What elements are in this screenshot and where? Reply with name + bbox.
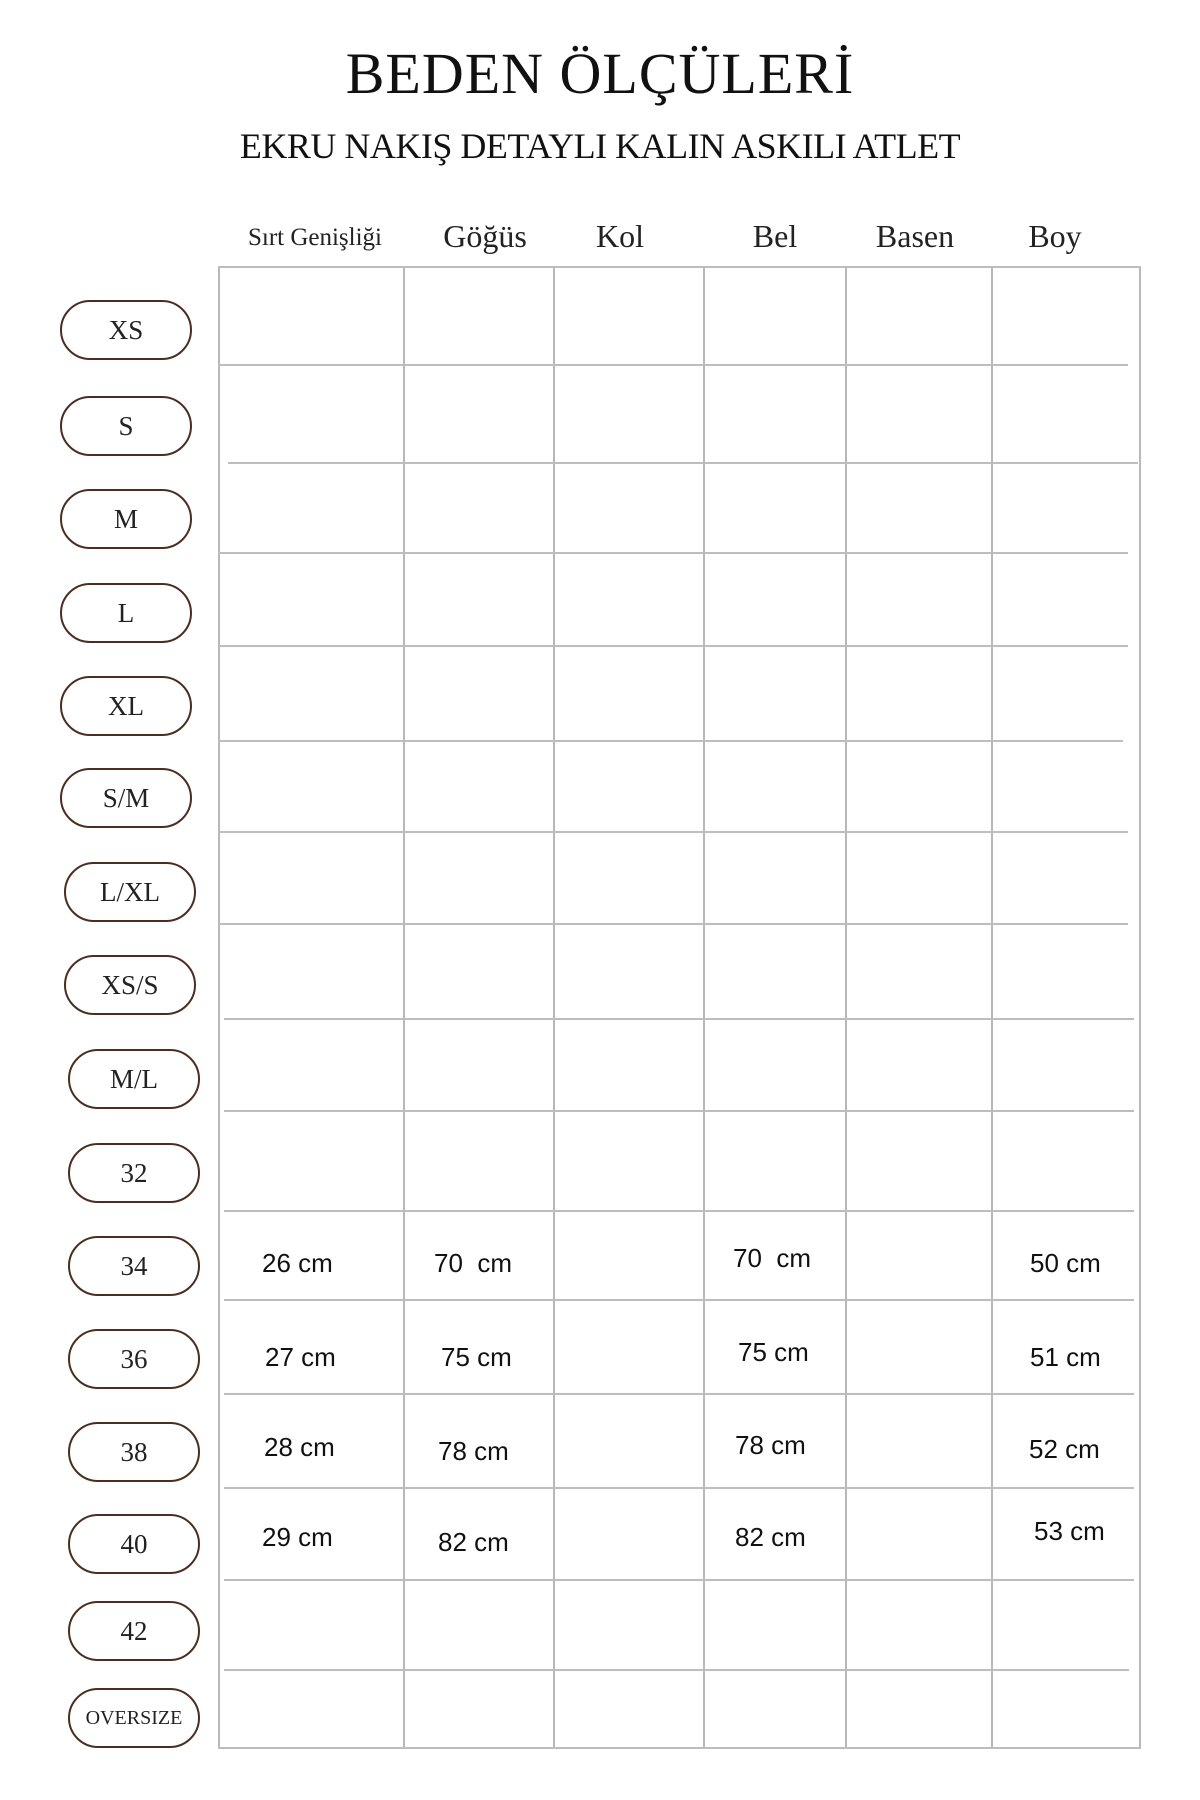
grid-hline [218,740,1123,742]
grid-vline [703,266,705,1748]
size-label-34: 34 [68,1236,200,1296]
grid-hline [218,1747,1141,1749]
size-label-32: 32 [68,1143,200,1203]
value-34-boy: 50 cm [1030,1248,1101,1278]
grid-vline [991,266,993,1748]
value-36-boy: 51 cm [1030,1342,1101,1372]
grid-hline [224,1487,1134,1489]
size-label-s: S [60,396,192,456]
product-subtitle: EKRU NAKIŞ DETAYLI KALIN ASKILI ATLET [239,126,961,166]
size-label-xs-s: XS/S [64,955,196,1015]
grid-vline [1139,266,1141,1748]
value-38-gogus: 78 cm [438,1436,509,1466]
value-38-bel: 78 cm [735,1430,806,1460]
size-label-l-xl: L/XL [64,862,196,922]
grid-hline [228,462,1138,464]
value-34-bel: 70 cm [733,1243,812,1273]
column-header-sirt: Sırt Genişliği [247,224,383,251]
size-label-42: 42 [68,1601,200,1661]
grid-hline [224,1393,1134,1395]
grid-hline [218,645,1128,647]
grid-hline [224,1110,1134,1112]
page-title: BEDEN ÖLÇÜLERİ [345,41,855,106]
value-36-sirt: 27 cm [265,1342,336,1372]
size-label-l: L [60,583,192,643]
value-36-bel: 75 cm [738,1337,809,1367]
value-40-gogus: 82 cm [438,1527,509,1557]
value-34-sirt: 26 cm [262,1248,333,1278]
size-label-m: M [60,489,192,549]
size-label-36: 36 [68,1329,200,1389]
grid-hline [224,1299,1134,1301]
value-40-bel: 82 cm [735,1522,806,1552]
value-40-sirt: 29 cm [262,1522,333,1552]
size-label-oversize: OVERSIZE [68,1688,200,1748]
grid-vline [403,266,405,1748]
grid-vline [553,266,555,1748]
size-label-xs: XS [60,300,192,360]
grid-hline [224,1210,1134,1212]
value-36-gogus: 75 cm [441,1342,512,1372]
grid-vline [218,266,220,1748]
grid-hline [224,1579,1134,1581]
grid-hline [218,266,1141,268]
size-label-xl: XL [60,676,192,736]
grid-vline [845,266,847,1748]
column-header-kol: Kol [596,218,644,254]
size-label-40: 40 [68,1514,200,1574]
size-label-38: 38 [68,1422,200,1482]
grid-hline [224,1669,1129,1671]
grid-hline [218,831,1128,833]
grid-hline [224,1018,1134,1020]
size-label-s-m: S/M [60,768,192,828]
grid-hline [218,364,1128,366]
column-header-bel: Bel [752,218,798,254]
column-header-gogus: Göğüs [443,218,527,254]
value-40-boy: 53 cm [1034,1516,1105,1546]
value-38-boy: 52 cm [1029,1434,1100,1464]
column-header-basen: Basen [875,218,955,254]
grid-hline [218,923,1128,925]
value-38-sirt: 28 cm [264,1432,335,1462]
column-header-boy: Boy [1028,218,1082,254]
size-label-m-l: M/L [68,1049,200,1109]
value-34-gogus: 70 cm [434,1248,513,1278]
grid-hline [218,552,1128,554]
